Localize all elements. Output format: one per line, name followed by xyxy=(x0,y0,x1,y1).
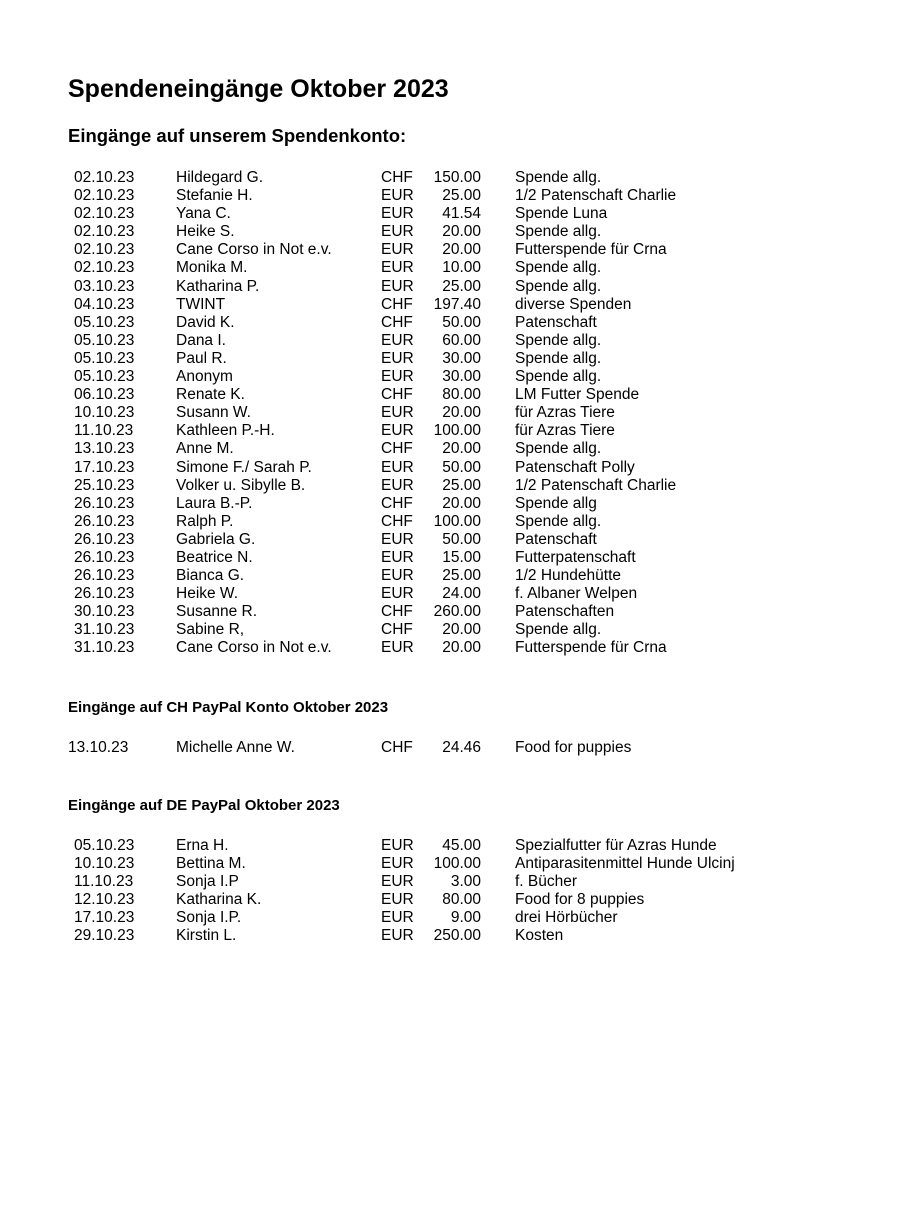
row-date: 05.10.23 xyxy=(74,313,135,331)
row-purpose: Food for 8 puppies xyxy=(515,891,645,909)
paypal-ch-section-heading: Eingänge auf CH PayPal Konto Oktober 2023 xyxy=(68,699,389,716)
row-amount: 20.00 xyxy=(442,639,481,657)
row-date: 05.10.23 xyxy=(74,349,135,367)
table-row xyxy=(0,585,908,603)
row-purpose: 1/2 Patenschaft Charlie xyxy=(515,476,677,494)
row-donor-name: Gabriela G. xyxy=(176,530,256,548)
row-date: 05.10.23 xyxy=(74,368,135,386)
row-donor-name: Susanne R. xyxy=(176,603,257,621)
row-date: 02.10.23 xyxy=(74,205,135,223)
table-row xyxy=(0,422,908,440)
table-row xyxy=(0,891,908,909)
paypal-ch-donations-table xyxy=(0,739,908,757)
row-amount: 30.00 xyxy=(442,368,481,386)
row-date: 30.10.23 xyxy=(74,603,135,621)
page-title: Spendeneingänge Oktober 2023 xyxy=(68,75,449,103)
row-date: 02.10.23 xyxy=(74,241,135,259)
row-donor-name: Sabine R, xyxy=(176,621,245,639)
table-row xyxy=(0,404,908,422)
row-date: 11.10.23 xyxy=(74,873,134,891)
table-row xyxy=(0,477,908,495)
row-currency: EUR xyxy=(381,530,414,548)
table-row xyxy=(0,386,908,404)
row-purpose: Spende allg. xyxy=(515,512,602,530)
table-row xyxy=(0,531,908,549)
table-row xyxy=(0,621,908,639)
row-amount: 25.00 xyxy=(442,567,481,585)
row-amount: 100.00 xyxy=(433,855,481,873)
row-donor-name: TWINT xyxy=(176,295,226,313)
row-purpose: 1/2 Patenschaft Charlie xyxy=(515,187,677,205)
row-purpose: Spende allg xyxy=(515,494,597,512)
row-date: 26.10.23 xyxy=(74,494,135,512)
row-donor-name: Katharina P. xyxy=(176,277,260,295)
row-currency: EUR xyxy=(381,368,414,386)
row-amount: 24.46 xyxy=(442,739,481,756)
row-currency: EUR xyxy=(381,259,414,277)
row-purpose: Antiparasitenmittel Hunde Ulcinj xyxy=(515,855,735,873)
table-row xyxy=(0,205,908,223)
row-amount: 197.40 xyxy=(433,295,481,313)
row-amount: 20.00 xyxy=(442,440,481,458)
row-donor-name: Volker u. Sibylle B. xyxy=(176,476,306,494)
row-donor-name: Anne M. xyxy=(176,440,234,458)
row-currency: EUR xyxy=(381,422,414,440)
row-currency: EUR xyxy=(381,476,414,494)
row-date: 06.10.23 xyxy=(74,386,135,404)
row-currency: EUR xyxy=(381,567,414,585)
row-amount: 45.00 xyxy=(442,837,481,854)
row-purpose: Spende allg. xyxy=(515,440,602,458)
row-donor-name: Laura B.-P. xyxy=(176,494,253,512)
row-date: 05.10.23 xyxy=(74,837,135,854)
row-currency: CHF xyxy=(381,169,413,186)
row-date: 31.10.23 xyxy=(74,639,135,657)
row-amount: 80.00 xyxy=(442,386,481,404)
row-amount: 150.00 xyxy=(433,169,481,186)
row-amount: 3.00 xyxy=(450,873,481,891)
row-donor-name: Heike W. xyxy=(176,585,239,603)
row-currency: CHF xyxy=(381,739,413,756)
table-row xyxy=(0,314,908,332)
row-date: 10.10.23 xyxy=(74,855,135,873)
row-currency: CHF xyxy=(381,603,413,621)
row-amount: 20.00 xyxy=(442,494,481,512)
row-donor-name: Cane Corso in Not e.v. xyxy=(176,639,332,657)
row-date: 02.10.23 xyxy=(74,169,135,186)
row-purpose: drei Hörbücher xyxy=(515,909,618,927)
table-row xyxy=(0,259,908,277)
row-purpose: Spende allg. xyxy=(515,169,602,186)
row-purpose: für Azras Tiere xyxy=(515,422,615,440)
row-currency: EUR xyxy=(381,349,414,367)
row-purpose: Futterspende für Crna xyxy=(515,639,667,657)
row-amount: 24.00 xyxy=(442,585,481,603)
row-currency: CHF xyxy=(381,512,413,530)
row-donor-name: Hildegard G. xyxy=(176,169,264,186)
table-row xyxy=(0,495,908,513)
table-row xyxy=(0,567,908,585)
paypal-de-donations-table xyxy=(0,837,908,946)
table-row xyxy=(0,639,908,657)
table-row xyxy=(0,739,908,757)
row-purpose: Spezialfutter für Azras Hunde xyxy=(515,837,717,854)
table-row xyxy=(0,296,908,314)
table-row xyxy=(0,223,908,241)
row-donor-name: Beatrice N. xyxy=(176,548,253,566)
row-purpose: Spende allg. xyxy=(515,331,602,349)
row-donor-name: Anonym xyxy=(176,368,233,386)
row-purpose: f. Albaner Welpen xyxy=(515,585,638,603)
row-donor-name: Susann W. xyxy=(176,404,251,422)
row-amount: 20.00 xyxy=(442,223,481,241)
row-purpose: Patenschaft xyxy=(515,313,597,331)
table-row xyxy=(0,440,908,458)
row-donor-name: Paul R. xyxy=(176,349,227,367)
row-currency: CHF xyxy=(381,440,413,458)
row-donor-name: Yana C. xyxy=(176,205,231,223)
table-row xyxy=(0,873,908,891)
row-amount: 10.00 xyxy=(442,259,481,277)
table-row xyxy=(0,837,908,855)
table-row xyxy=(0,855,908,873)
row-donor-name: Sonja I.P xyxy=(176,873,239,891)
row-purpose: Futterspende für Crna xyxy=(515,241,667,259)
row-date: 31.10.23 xyxy=(74,621,135,639)
table-row xyxy=(0,187,908,205)
row-donor-name: Stefanie H. xyxy=(176,187,253,205)
row-donor-name: Renate K. xyxy=(176,386,245,404)
row-purpose: diverse Spenden xyxy=(515,295,632,313)
row-purpose: Spende allg. xyxy=(515,368,602,386)
row-currency: EUR xyxy=(381,187,414,205)
row-date: 25.10.23 xyxy=(74,476,135,494)
row-currency: EUR xyxy=(381,458,414,476)
row-currency: EUR xyxy=(381,585,414,603)
row-purpose: LM Futter Spende xyxy=(515,386,640,404)
row-currency: EUR xyxy=(381,277,414,295)
row-date: 10.10.23 xyxy=(74,404,135,422)
row-purpose: Patenschaften xyxy=(515,603,615,621)
table-row xyxy=(0,927,908,945)
paypal-de-section-heading: Eingänge auf DE PayPal Oktober 2023 xyxy=(68,797,340,814)
row-amount: 50.00 xyxy=(442,530,481,548)
table-row xyxy=(0,513,908,531)
row-currency: CHF xyxy=(381,295,413,313)
row-amount: 25.00 xyxy=(442,476,481,494)
table-row xyxy=(0,350,908,368)
table-row xyxy=(0,169,908,187)
row-date: 26.10.23 xyxy=(74,530,135,548)
row-donor-name: Bettina M. xyxy=(176,855,246,873)
row-currency: EUR xyxy=(381,891,414,909)
row-currency: EUR xyxy=(381,927,414,945)
row-date: 17.10.23 xyxy=(74,909,135,927)
row-currency: EUR xyxy=(381,548,414,566)
row-date: 17.10.23 xyxy=(74,458,135,476)
row-amount: 9.00 xyxy=(450,909,481,927)
row-donor-name: Erna H. xyxy=(176,837,229,854)
row-donor-name: Bianca G. xyxy=(176,567,245,585)
row-amount: 20.00 xyxy=(442,404,481,422)
table-row xyxy=(0,549,908,567)
row-amount: 60.00 xyxy=(442,331,481,349)
row-donor-name: David K. xyxy=(176,313,235,331)
row-purpose: Spende allg. xyxy=(515,621,602,639)
row-donor-name: Kirstin L. xyxy=(176,927,237,945)
row-purpose: Food for puppies xyxy=(515,739,632,756)
row-currency: EUR xyxy=(381,873,414,891)
row-date: 26.10.23 xyxy=(74,512,135,530)
bank-section-heading: Eingänge auf unserem Spendenkonto: xyxy=(68,125,407,146)
row-purpose: Futterpatenschaft xyxy=(515,548,636,566)
row-purpose: Kosten xyxy=(515,927,564,945)
row-date: 05.10.23 xyxy=(74,331,135,349)
table-row xyxy=(0,909,908,927)
row-amount: 30.00 xyxy=(442,349,481,367)
row-purpose: für Azras Tiere xyxy=(515,404,615,422)
row-date: 26.10.23 xyxy=(74,567,135,585)
row-amount: 260.00 xyxy=(433,603,481,621)
row-date: 04.10.23 xyxy=(74,295,135,313)
row-donor-name: Cane Corso in Not e.v. xyxy=(176,241,332,259)
row-currency: EUR xyxy=(381,404,414,422)
row-date: 02.10.23 xyxy=(74,187,135,205)
row-amount: 100.00 xyxy=(433,422,481,440)
row-purpose: Patenschaft Polly xyxy=(515,458,635,476)
row-currency: EUR xyxy=(381,837,414,854)
row-date: 26.10.23 xyxy=(74,548,135,566)
row-currency: EUR xyxy=(381,205,414,223)
row-purpose: 1/2 Hundehütte xyxy=(515,567,622,585)
table-row xyxy=(0,603,908,621)
row-currency: CHF xyxy=(381,386,413,404)
row-donor-name: Simone F./ Sarah P. xyxy=(176,458,312,476)
row-date: 13.10.23 xyxy=(74,440,135,458)
row-purpose: Spende Luna xyxy=(515,205,608,223)
row-date: 29.10.23 xyxy=(74,927,135,945)
row-amount: 25.00 xyxy=(442,187,481,205)
table-row xyxy=(0,332,908,350)
row-currency: EUR xyxy=(381,331,414,349)
row-date: 03.10.23 xyxy=(74,277,135,295)
table-row xyxy=(0,278,908,296)
row-donor-name: Sonja I.P. xyxy=(176,909,242,927)
row-purpose: Spende allg. xyxy=(515,349,602,367)
row-currency: CHF xyxy=(381,494,413,512)
row-currency: CHF xyxy=(381,313,413,331)
row-purpose: Spende allg. xyxy=(515,259,602,277)
row-currency: EUR xyxy=(381,223,414,241)
row-amount: 250.00 xyxy=(433,927,481,945)
row-amount: 50.00 xyxy=(442,313,481,331)
row-currency: EUR xyxy=(381,241,414,259)
row-date: 13.10.23 xyxy=(68,739,129,756)
row-amount: 100.00 xyxy=(433,512,481,530)
row-amount: 80.00 xyxy=(442,891,481,909)
row-donor-name: Kathleen P.-H. xyxy=(176,422,275,440)
row-purpose: Spende allg. xyxy=(515,277,602,295)
row-amount: 20.00 xyxy=(442,621,481,639)
row-purpose: f. Bücher xyxy=(515,873,578,891)
row-donor-name: Katharina K. xyxy=(176,891,262,909)
row-amount: 50.00 xyxy=(442,458,481,476)
row-date: 12.10.23 xyxy=(74,891,135,909)
row-donor-name: Heike S. xyxy=(176,223,235,241)
row-donor-name: Michelle Anne W. xyxy=(176,739,295,756)
row-purpose: Spende allg. xyxy=(515,223,602,241)
row-donor-name: Ralph P. xyxy=(176,512,234,530)
row-date: 26.10.23 xyxy=(74,585,135,603)
row-currency: EUR xyxy=(381,855,414,873)
table-row xyxy=(0,459,908,477)
row-donor-name: Dana I. xyxy=(176,331,226,349)
table-row xyxy=(0,241,908,259)
row-purpose: Patenschaft xyxy=(515,530,597,548)
row-date: 02.10.23 xyxy=(74,223,135,241)
row-amount: 41.54 xyxy=(442,205,481,223)
row-currency: CHF xyxy=(381,621,413,639)
row-amount: 15.00 xyxy=(442,548,481,566)
row-amount: 25.00 xyxy=(442,277,481,295)
row-currency: EUR xyxy=(381,639,414,657)
row-date: 11.10.23 xyxy=(74,422,134,440)
table-row xyxy=(0,368,908,386)
bank-donations-table xyxy=(0,169,908,658)
row-currency: EUR xyxy=(381,909,414,927)
row-amount: 20.00 xyxy=(442,241,481,259)
row-date: 02.10.23 xyxy=(74,259,135,277)
row-donor-name: Monika M. xyxy=(176,259,248,277)
